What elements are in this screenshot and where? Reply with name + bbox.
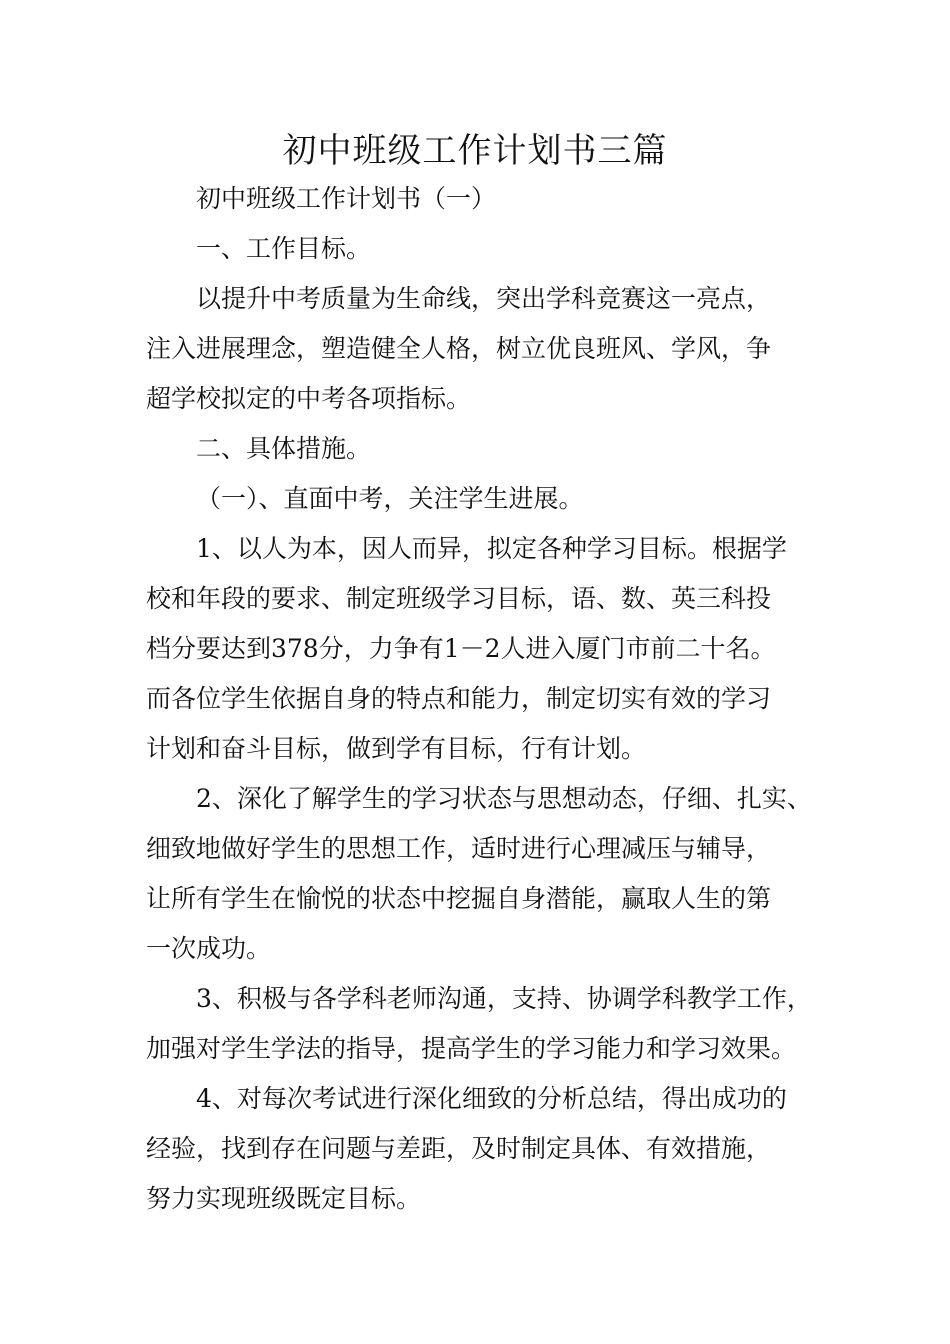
text-line: 而各位学生依据自身的特点和能力，制定切实有效的学习	[146, 684, 772, 713]
text-line: 初中班级工作计划书（一）	[196, 184, 497, 213]
text-line: 计划和奋斗目标，做到学有目标，行有计划。	[146, 734, 647, 763]
text-line: 2、深化了解学生的学习状态与思想动态，仔细、扎实、	[196, 784, 812, 813]
text-line: 加强对学生学法的指导，提高学生的学习能力和学习效果。	[146, 1034, 797, 1063]
text-line: （一）、直面中考，关注学生进展。	[196, 484, 584, 513]
text-line: 校和年段的要求、制定班级学习目标，语、数、英三科投	[146, 584, 772, 613]
text-line: 档分要达到378分，力争有1－2人进入厦门市前二十名。	[146, 634, 776, 663]
text-line: 3、积极与各学科老师沟通，支持、协调学科教学工作，	[196, 984, 812, 1013]
text-line: 让所有学生在愉悦的状态中挖掘自身潜能，赢取人生的第	[146, 884, 772, 913]
text-line: 注入进展理念，塑造健全人格，树立优良班风、学风，争	[146, 334, 772, 363]
text-line: 二、具体措施。	[196, 434, 372, 463]
text-line: 细致地做好学生的思想工作，适时进行心理减压与辅导，	[146, 834, 772, 863]
document-title: 初中班级工作计划书三篇	[282, 131, 668, 171]
text-line: 一次成功。	[146, 934, 272, 963]
text-line: 努力实现班级既定目标。	[146, 1184, 422, 1213]
text-line: 4、对每次考试进行深化细致的分析总结，得出成功的	[196, 1084, 787, 1113]
text-line: 超学校拟定的中考各项指标。	[146, 384, 472, 413]
text-line: 以提升中考质量为生命线，突出学科竞赛这一亮点，	[196, 284, 772, 313]
text-line: 经验，找到存在问题与差距，及时制定具体、有效措施，	[146, 1134, 772, 1163]
document-body	[146, 174, 826, 1224]
text-line: 1、以人为本，因人而异，拟定各种学习目标。根据学	[196, 534, 787, 563]
text-line: 一、工作目标。	[196, 234, 372, 263]
